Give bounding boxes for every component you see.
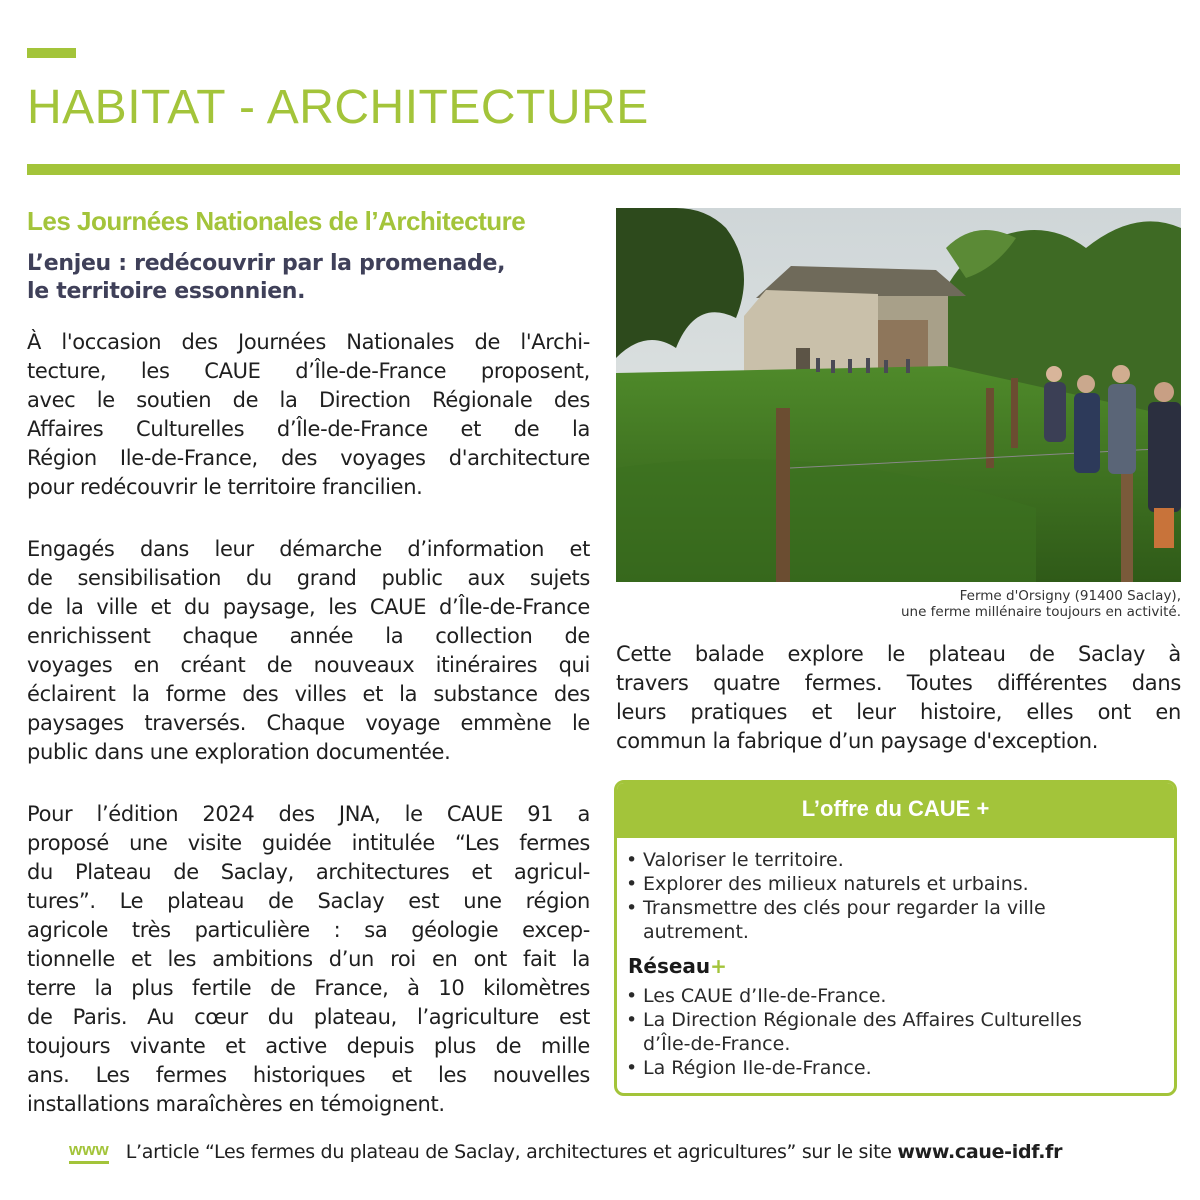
reseau-item-text: d’Île-de-France. (643, 1033, 791, 1055)
footer (69, 1140, 1189, 1170)
text-line: éclairent la forme des villes et la substance des (27, 682, 590, 706)
photo-caption (616, 588, 1181, 620)
reseau-item-text: • La Région Ile-de-France. (643, 1057, 872, 1079)
article-title: Les Journées Nationales de l’Architecture (27, 206, 526, 236)
text-line: Région Ile-de-France, des voyages d'architecture (27, 446, 590, 470)
website-link[interactable]: www.caue-idf.fr (897, 1141, 1063, 1163)
text-line: tures”. Le plateau de Saclay est une région (27, 889, 590, 913)
text-line: du Plateau de Saclay, architectures et agricul- (27, 860, 590, 884)
text-line: Pour l’édition 2024 des JNA, le CAUE 91 a (27, 802, 590, 826)
paragraph-balade (616, 640, 1181, 756)
text-line: tecture, les CAUE d’Île-de-France proposent, (27, 359, 590, 383)
text-line: Engagés dans leur démarche d’information et (27, 537, 590, 561)
offer-box-title: L’offre du CAUE + (617, 783, 1174, 838)
offer-item-text: autrement. (643, 921, 749, 943)
offer-item-text: • Valoriser le territoire. (643, 849, 844, 871)
text-line: proposé une visite guidée intitulée “Les fermes (27, 831, 590, 855)
article-lead (27, 250, 590, 306)
text-line: tionnelle et les ambitions d’un roi en ont fait la (27, 947, 590, 971)
article-column (27, 204, 590, 1119)
top-accent-bar (27, 48, 76, 58)
offer-item (626, 896, 1174, 944)
caption-line: une ferme millénaire toujours en activité. (900, 604, 1181, 620)
text-line: avec le soutien de la Direction Régionale des (27, 388, 590, 412)
text-line: À l'occasion des Journées Nationales de l'Archi- (27, 330, 590, 354)
footer-text (126, 1141, 1062, 1163)
text-line: commun la fabrique d’un paysage d'exception. (616, 729, 1099, 753)
text-line: agricole très particulière : sa géologie excep- (27, 918, 590, 942)
text-line: leurs pratiques et leur histoire, elles ont en (616, 700, 1181, 724)
text-line: public dans une exploration documentée. (27, 740, 451, 764)
text-line: de sensibilisation du grand public aux sujets (27, 566, 590, 590)
www-icon: www (69, 1140, 109, 1164)
reseau-item-text: • La Direction Régionale des Affaires Culturelles (643, 1009, 1082, 1031)
reseau-item (626, 1008, 1174, 1056)
lead-line: le territoire essonnien. (27, 279, 306, 304)
text-line: de la ville et du paysage, les CAUE d’Île-de-France (27, 595, 590, 619)
paragraph-edition-2024 (27, 800, 590, 1119)
text-line: Affaires Culturelles d’Île-de-France et de la (27, 417, 590, 441)
section-title: HABITAT - ARCHITECTURE (27, 81, 649, 134)
reseau-item (626, 1056, 1174, 1080)
footer-article-reference: L’article “Les fermes du plateau de Saclay, architectures et agricultures” sur le site (125, 1141, 892, 1163)
text-line: enrichissent chaque année la collection de (27, 624, 590, 648)
paragraph-intro (27, 328, 590, 502)
text-line: pour redécouvrir le territoire francilien. (27, 475, 423, 499)
text-line: Cette balade explore le plateau de Saclay à (616, 642, 1181, 666)
text-line: toujours vivante et active depuis plus de mille (27, 1034, 590, 1058)
text-line: voyages en créant de nouveaux itinéraires qui (27, 653, 590, 677)
reseau-item (626, 984, 1174, 1008)
farm-photo (616, 208, 1181, 582)
offer-item (626, 848, 1174, 872)
offer-item (626, 872, 1174, 896)
text-line: travers quatre fermes. Toutes différentes dans (616, 671, 1181, 695)
offer-list (617, 848, 1174, 944)
reseau-item-text: • Les CAUE d’Ile-de-France. (643, 985, 887, 1007)
text-line: paysages traversés. Chaque voyage emmène le (27, 711, 590, 735)
reseau-title-text: Réseau (628, 954, 711, 978)
caption-line: Ferme d'Orsigny (91400 Saclay), (959, 588, 1181, 604)
paragraph-engagement (27, 535, 590, 767)
plus-icon: + (710, 954, 727, 978)
text-line: terre la plus fertile de France, à 10 kilomètres (27, 976, 590, 1000)
reseau-list (617, 984, 1174, 1080)
text-line: ans. Les fermes historiques et les nouvelles (27, 1063, 590, 1087)
text-line: de Paris. Au cœur du plateau, l’agriculture est (27, 1005, 590, 1029)
section-rule (27, 164, 1180, 175)
lead-line: L’enjeu : redécouvrir par la promenade, (27, 251, 506, 276)
offer-item-text: • Transmettre des clés pour regarder la ville (643, 897, 1046, 919)
text-line: installations maraîchères en témoignent. (27, 1092, 445, 1116)
offer-box (614, 780, 1177, 1096)
offer-item-text: • Explorer des milieux naturels et urbains. (643, 873, 1029, 895)
reseau-title (628, 952, 1174, 980)
